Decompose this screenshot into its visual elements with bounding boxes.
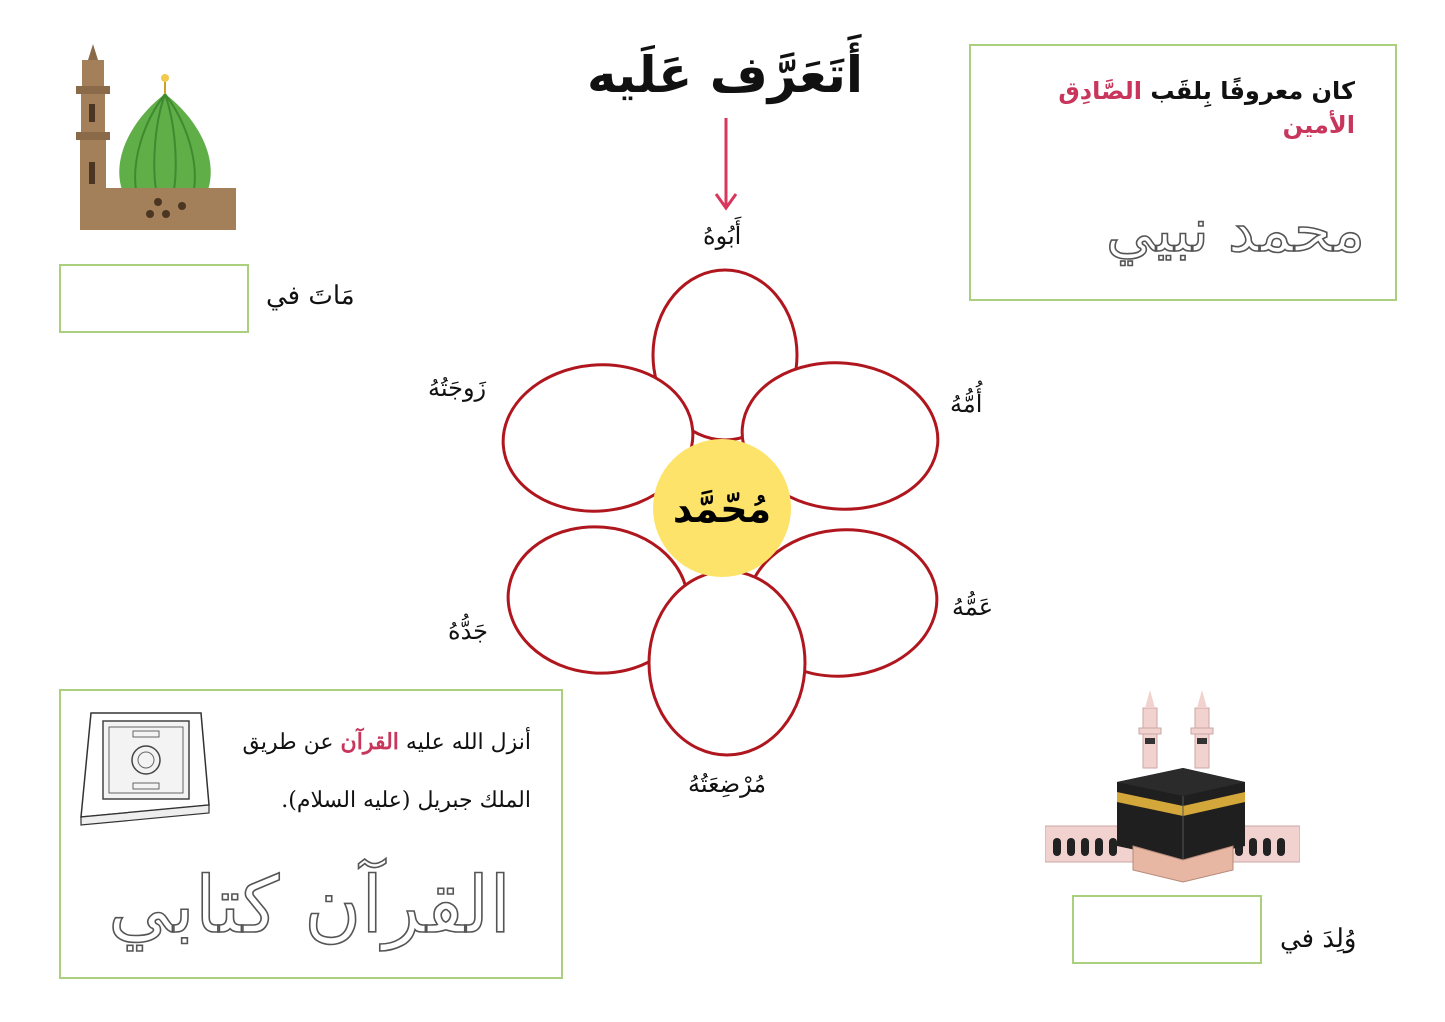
mosque-icon [70,42,240,232]
quran-line-1-prefix: أنزل الله عليه [405,730,531,755]
arrow-down-icon [713,118,739,216]
page-title: أَتَعَرَّف عَلَيه [586,46,864,104]
born-in-answer-box[interactable] [1072,895,1262,964]
born-in-label: وُلِدَ في [1280,924,1357,954]
flower-center-label: مُحّمَّد [672,487,772,531]
label-wet-nurse: مُرْضِعَتُهُ [688,770,767,798]
quran-highlight: القرآن [340,729,399,755]
quran-book-icon [73,709,213,829]
nickname-text [995,74,1355,142]
quran-line-1-suffix: عن طريق [242,730,334,755]
quran-text [211,713,531,830]
label-uncle: عَمُّهُ [952,593,994,621]
quran-card [59,689,563,979]
nickname-trace-text[interactable]: محمد نبيي [1105,196,1365,266]
quran-trace-text[interactable]: القرآن كتابي [108,861,511,951]
label-wife: زَوجَتُهُ [428,374,487,402]
label-grandfather: جَدُّهُ [448,617,489,645]
nickname-card [969,44,1397,301]
died-in-label: مَاتَ في [266,281,355,311]
quran-line-1 [211,713,531,772]
petal-bottom[interactable] [649,571,805,755]
label-father: أَبُوهُ [703,222,742,250]
kaaba-icon [1045,688,1300,883]
quran-line-2: الملك جبريل (عليه السلام). [281,788,531,813]
died-in-answer-box[interactable] [59,264,249,333]
label-mother: أُمُّهُ [950,390,983,418]
nickname-prefix: كان معروفًا بِلقَب [1150,77,1355,105]
nickname-highlight: الصَّادِق الأمين [1058,77,1355,139]
